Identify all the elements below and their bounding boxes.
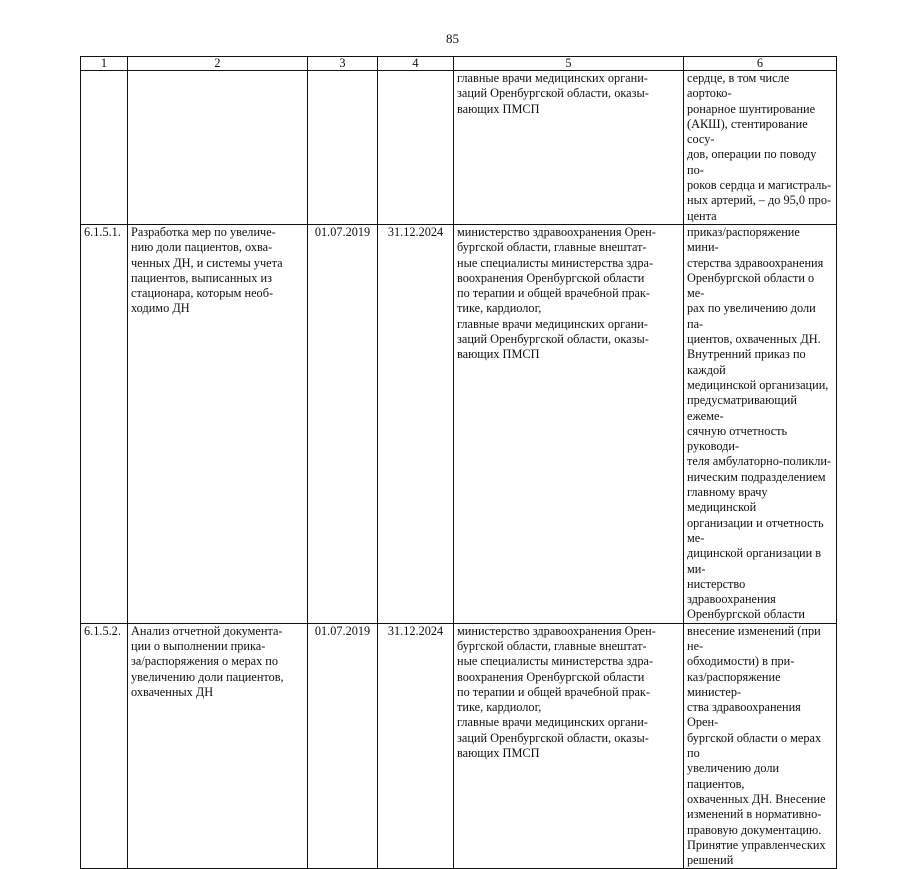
- item-number-cell: 6.1.5.2.: [81, 623, 128, 869]
- table-row: [81, 623, 837, 869]
- executors-cell: главные врачи медицинских органи- заций Оренбургской области, оказы- вающих ПМСП: [454, 71, 684, 225]
- column-header: 1: [81, 57, 128, 71]
- result-cell: внесение изменений (при не- обходимости) в при- каз/распоряжение министер- ства здравоохранения Орен- бургской области о мерах по увеличению доли пациентов, охваченных ДН. Внесение изменений в нормативно- правовую документацию. Принятие управленческих решений: [684, 623, 837, 869]
- start-date-cell: [308, 71, 378, 225]
- start-date-cell: 01.07.2019: [308, 224, 378, 623]
- end-date-cell: [378, 71, 454, 225]
- plan-table: [80, 56, 837, 869]
- item-number-cell: 6.1.5.1.: [81, 224, 128, 623]
- column-header: 3: [308, 57, 378, 71]
- item-number-cell: [81, 71, 128, 225]
- end-date-cell: 31.12.2024: [378, 224, 454, 623]
- task-cell: Анализ отчетной документа- ции о выполнении прика- за/распоряжения о мерах по увеличению доли пациентов, охваченных ДН: [128, 623, 308, 869]
- executors-cell: министерство здравоохранения Орен- бургской области, главные внештат- ные специалисты министерства здра- воохранения Оренбургской области по терапии и общей врачебной прак- тике, кардиолог, главные врачи медицинских органи- заций Оренбургской области, оказы- вающих ПМСП: [454, 623, 684, 869]
- task-cell: Разработка мер по увеличе- нию доли пациентов, охва- ченных ДН, и системы учета пациентов, выписанных из стационара, которым необ- ходимо ДН: [128, 224, 308, 623]
- table-row: [81, 71, 837, 225]
- start-date-cell: 01.07.2019: [308, 623, 378, 869]
- column-header: 4: [378, 57, 454, 71]
- page-number: 85: [446, 31, 459, 46]
- table-header-row: [81, 57, 837, 71]
- column-header: 2: [128, 57, 308, 71]
- table-row: [81, 224, 837, 623]
- end-date-cell: 31.12.2024: [378, 623, 454, 869]
- result-cell: сердце, в том числе аортоко- ронарное шунтирование (АКШ), стентирование сосу- дов, операции по поводу по- роков сердца и магистраль- ных артерий, – до 95,0 про- цента: [684, 71, 837, 225]
- result-cell: приказ/распоряжение мини- стерства здравоохранения Оренбургской области о ме- рах по увеличению доли па- циентов, охваченных ДН. Внутренний приказ по каждой медицинской организации, предусматривающий ежеме- сячную отчетность руководи- теля амбулаторно-поликли- ническим подразделением главному врачу медицинской организации и отчетность ме- дицинской организации в ми- нистерство здравоохранения Оренбургской области: [684, 224, 837, 623]
- column-header: 5: [454, 57, 684, 71]
- executors-cell: министерство здравоохранения Орен- бургской области, главные внештат- ные специалисты министерства здра- воохранения Оренбургской области по терапии и общей врачебной прак- тике, кардиолог, главные врачи медицинских органи- заций Оренбургской области, оказы- вающих ПМСП: [454, 224, 684, 623]
- task-cell: [128, 71, 308, 225]
- column-header: 6: [684, 57, 837, 71]
